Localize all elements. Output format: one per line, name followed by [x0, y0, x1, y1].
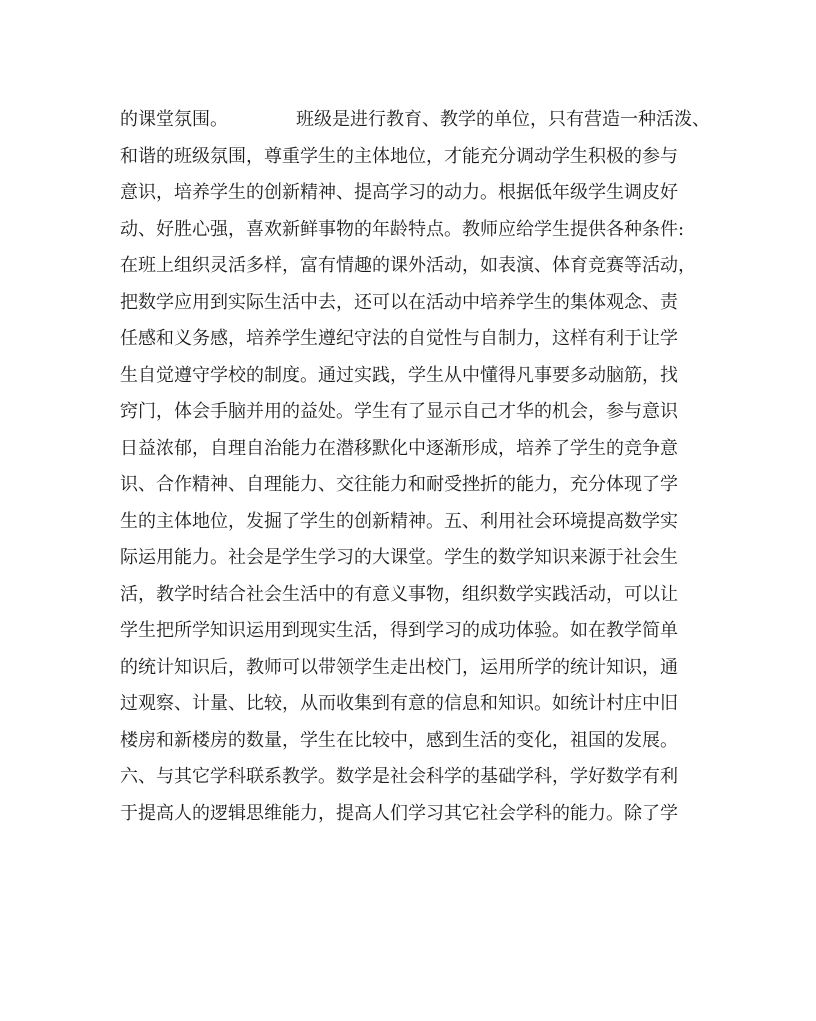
line-text: 际运用能力。社会是学生学习的大课堂。学生的数学知识来源于社会生: [120, 547, 678, 568]
line-text: 动、好胜心强，喜欢新鲜事物的年龄特点。教师应给学生提供各种条件:: [120, 218, 685, 240]
text-line: [120, 175, 710, 212]
line-text: 窍门，体会手脑并用的益处。学生有了显示自己才华的机会，参与意识: [120, 401, 678, 422]
text-line: [120, 686, 710, 723]
line-text: 生的主体地位，发掘了学生的创新精神。五、利用社会环境提高数学实: [120, 510, 678, 532]
text-line: [120, 650, 710, 687]
line-text: 把数学应用到实际生活中去，还可以在活动中培养学生的集体观念、责: [120, 291, 678, 313]
line-text: 于提高人的逻辑思维能力，提高人们学习其它社会学科的能力。除了学: [120, 802, 678, 824]
line-text: 生自觉遵守学校的制度。通过实践，学生从中懂得凡事要多动脑筋，找: [120, 364, 678, 386]
text-line: [120, 431, 710, 468]
line-text: 活，教学时结合社会生活中的有意义事物，组织数学实践活动，可以让: [120, 583, 678, 605]
text-line: [120, 358, 710, 395]
line-text: 六、与其它学科联系教学。数学是社会科学的基础学科，学好数学有利: [120, 766, 678, 787]
line-text: 识、合作精神、自理能力、交往能力和耐受挫折的能力，充分体现了学: [120, 474, 678, 495]
spacing: [228, 102, 296, 139]
text-line: [120, 248, 710, 285]
text-line: [120, 285, 710, 322]
line-text: 过观察、计量、比较，从而收集到有意的信息和知识。如统计村庄中旧: [120, 693, 678, 714]
line-text: 学生把所学知识运用到现实生活，得到学习的成功体验。如在教学简单: [120, 620, 678, 641]
body-text: [120, 102, 710, 832]
line-text: 在班上组织灵活多样，富有情趣的课外活动，如表演、体育竞赛等活动，: [120, 255, 696, 276]
text-line: [120, 321, 710, 358]
line-text: 任感和义务感，培养学生遵纪守法的自觉性与自制力，这样有利于让学: [120, 328, 678, 349]
line-text: 和谐的班级氛围，尊重学生的主体地位，才能充分调动学生积极的参与: [120, 145, 678, 167]
text-fragment: 班级是进行教育、教学的单位，只有营造一种活泼、: [296, 109, 710, 130]
line-text: 意识，培养学生的创新精神、提高学习的动力。根据低年级学生调皮好: [120, 182, 678, 203]
text-fragment: 的课堂氛围。: [120, 109, 228, 130]
text-line: [120, 467, 710, 504]
line-text: 日益浓郁，自理自治能力在潜移默化中逐渐形成，培养了学生的竞争意: [120, 437, 678, 459]
line-text: 的统计知识后，教师可以带领学生走出校门，运用所学的统计知识，通: [120, 656, 678, 678]
text-line: [120, 394, 710, 431]
text-line: [120, 102, 710, 139]
text-line: [120, 613, 710, 650]
text-line: [120, 212, 710, 249]
text-line: [120, 139, 710, 176]
line-text: 楼房和新楼房的数量，学生在比较中，感到生活的变化，祖国的发展。: [120, 729, 678, 751]
text-line: [120, 796, 710, 833]
text-line: [120, 504, 710, 541]
text-line: [120, 540, 710, 577]
text-line: [120, 577, 710, 614]
text-line: [120, 759, 710, 796]
text-line: [120, 723, 710, 760]
